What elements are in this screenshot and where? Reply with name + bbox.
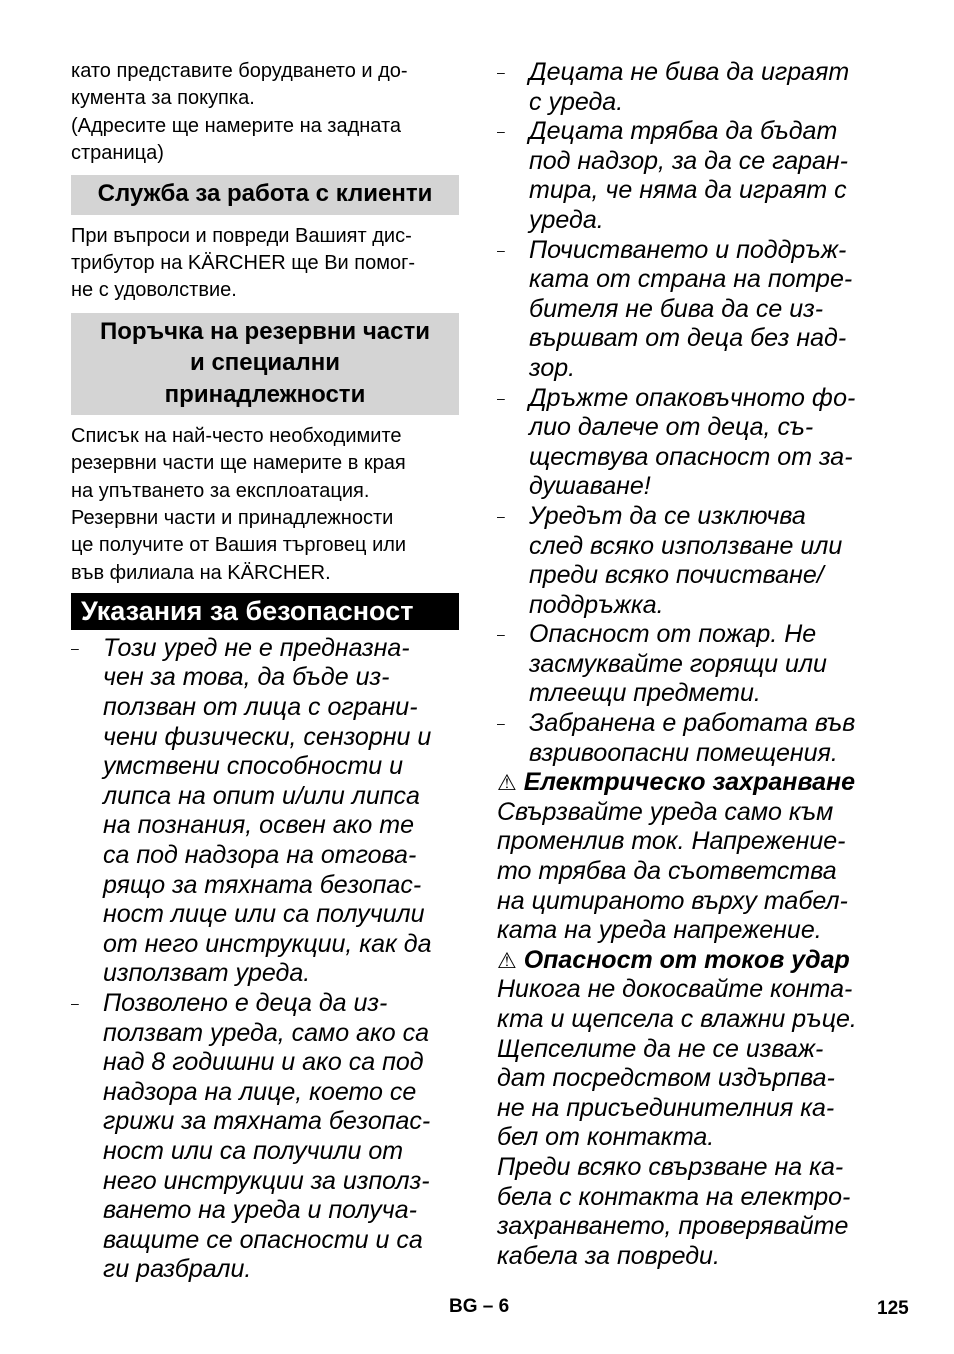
text-line: бителя не бива да се из- bbox=[529, 294, 824, 323]
text-line: кумента за покупка. bbox=[71, 87, 255, 110]
intro-paragraph bbox=[71, 58, 459, 167]
text-line: принадлежности bbox=[164, 380, 366, 408]
text-line: на цитираното върху табел- bbox=[497, 886, 848, 915]
text-line: Почистването и поддръж- bbox=[529, 235, 847, 264]
text-line: след всяко използване или bbox=[529, 531, 843, 560]
text-line: са под надзора на отгова- bbox=[103, 841, 417, 870]
text-line: Децата не бива да играят bbox=[529, 58, 850, 86]
text-line: бел от контакта. bbox=[497, 1123, 715, 1152]
text-line: използват уреда. bbox=[103, 959, 311, 988]
text-line: бела с контакта на електро- bbox=[497, 1182, 851, 1211]
text-line: преди всяко почистване/ bbox=[529, 561, 824, 590]
text-line: умствени способности и bbox=[103, 752, 404, 781]
text-line: не с удоволствие. bbox=[71, 279, 237, 302]
text-line: ката от страна на потре- bbox=[529, 265, 853, 294]
list-item bbox=[497, 502, 897, 620]
text-line: променлив ток. Напрежение- bbox=[497, 827, 846, 856]
text-line: ги разбрали. bbox=[103, 1255, 252, 1284]
text-line: Поръчка на резервни части bbox=[100, 317, 430, 345]
text-line: душаване! bbox=[529, 472, 651, 501]
text-line: Позволено е деца да из- bbox=[103, 988, 388, 1017]
list-item bbox=[71, 634, 459, 989]
dash-bullet: – bbox=[497, 241, 505, 258]
text-line: Дръжте опаковъчното фо- bbox=[529, 383, 856, 412]
text-line: като представите борудването и до- bbox=[71, 60, 408, 82]
text-line: във филиала на KÄRCHER. bbox=[71, 561, 331, 584]
text-line: (Адресите ще намерите на задната bbox=[71, 114, 402, 137]
service-heading: Служба за работа с клиенти bbox=[71, 175, 459, 215]
text-line: не на присъединителния ка- bbox=[497, 1093, 835, 1122]
text-line: Децата трябва да бъдат bbox=[529, 117, 838, 146]
text-line: ката на уреда напрежение. bbox=[497, 916, 822, 945]
text-line: липса на опит и/или липса bbox=[103, 781, 420, 810]
text-line: грижи за тяхната безопас- bbox=[103, 1107, 431, 1136]
text-line: Уредът да се изключва bbox=[529, 501, 806, 530]
dash-bullet: – bbox=[497, 389, 505, 406]
text-line: це получите от Вашия търговец или bbox=[71, 534, 407, 557]
text-line: тира, че няма да играят с bbox=[529, 176, 847, 205]
text-line: на познания, освен ако те bbox=[103, 811, 414, 840]
text-line: то трябва да съответства bbox=[497, 857, 837, 886]
list-item bbox=[71, 989, 459, 1285]
text-line: ващите се опасности и са bbox=[103, 1225, 423, 1254]
text-line: рящо за тяхната безопас- bbox=[103, 870, 422, 899]
text-line: Този уред не е предназна- bbox=[103, 633, 410, 662]
text-line: на упътването за експлоатация. bbox=[71, 479, 370, 502]
text-line: захранването, проверявайте bbox=[497, 1212, 849, 1241]
text-line: чен за това, да бъде из- bbox=[103, 663, 390, 692]
text-line: лио далече от деца, съ- bbox=[529, 413, 814, 442]
safety-heading: Указания за безопасност bbox=[71, 593, 459, 630]
list-item bbox=[497, 117, 897, 235]
footer-language-page: BG – 6 bbox=[449, 1296, 510, 1317]
shock-heading bbox=[497, 946, 897, 976]
text-line: дат посредством издърпва- bbox=[497, 1064, 835, 1093]
list-item bbox=[497, 58, 897, 117]
text-line: от него инструкции, как да bbox=[103, 929, 432, 958]
text-line: Преди всяко свързване на ка- bbox=[497, 1152, 844, 1181]
text-line: резервни части ще намерите в края bbox=[71, 452, 406, 475]
text-line: кабела за повреди. bbox=[497, 1241, 720, 1270]
text-line: него инструкции за използ- bbox=[103, 1166, 430, 1195]
text-line: ването на уреда и получа- bbox=[103, 1196, 417, 1225]
list-item bbox=[497, 620, 897, 709]
text-line: Щепселите да не се изваж- bbox=[497, 1034, 824, 1063]
list-item bbox=[497, 384, 897, 502]
text-line: под надзор, за да се гаран- bbox=[529, 146, 848, 175]
text-line: Никога не докосвайте конта- bbox=[497, 975, 853, 1004]
dash-bullet: – bbox=[71, 639, 79, 656]
page-number: 125 bbox=[877, 1298, 909, 1319]
text-line: зор. bbox=[529, 353, 576, 382]
text-line: взривоопасни помещения. bbox=[529, 738, 838, 767]
list-item bbox=[497, 709, 897, 768]
dash-bullet: – bbox=[497, 507, 505, 524]
text-line: ползват уреда, само ако са bbox=[103, 1018, 430, 1047]
spare-parts-paragraph bbox=[71, 423, 459, 587]
text-line: Свързвайте уреда само към bbox=[497, 797, 834, 826]
electrical-heading bbox=[497, 768, 897, 798]
warning-icon: ⚠ bbox=[497, 947, 517, 973]
text-line: Опасност от пожар. Не bbox=[529, 620, 817, 649]
right-column bbox=[497, 58, 897, 1271]
text-line: и специални bbox=[190, 349, 340, 377]
shock-paragraph bbox=[497, 975, 897, 1271]
left-column bbox=[71, 58, 459, 1285]
safety-list bbox=[71, 634, 459, 1285]
dash-bullet: – bbox=[71, 994, 79, 1011]
service-paragraph bbox=[71, 223, 459, 305]
electrical-paragraph bbox=[497, 798, 897, 946]
text-line: ществува опасност от за- bbox=[529, 442, 853, 471]
text-line: чени физически, сензорни и bbox=[103, 722, 432, 751]
dash-bullet: – bbox=[497, 715, 505, 732]
text-line: При въпроси и повреди Вашият дис- bbox=[71, 224, 412, 247]
text-line: над 8 годишни и ако са под bbox=[103, 1048, 424, 1077]
text-line: Списък на най-често необходимите bbox=[71, 425, 402, 448]
list-item bbox=[497, 236, 897, 384]
text-line: трибутор на KÄRCHER ще Ви помог- bbox=[71, 251, 416, 274]
text-line: уреда. bbox=[529, 205, 604, 234]
electrical-title: Електрическо захранване bbox=[523, 768, 856, 797]
text-line: надзора на лице, което се bbox=[103, 1077, 417, 1106]
text-line: поддръжка. bbox=[529, 590, 664, 619]
text-line: ползван от лица с ограни- bbox=[103, 693, 418, 722]
dash-bullet: – bbox=[497, 123, 505, 140]
text-line: тлеещи предмети. bbox=[529, 679, 761, 708]
text-line: ност лице или са получили bbox=[103, 900, 425, 929]
shock-title: Опасност от токов удар bbox=[523, 945, 850, 974]
text-line: кта и щепсела с влажни ръце. bbox=[497, 1005, 857, 1033]
text-line: с уреда. bbox=[529, 87, 624, 116]
text-line: страница) bbox=[71, 141, 164, 164]
spare-parts-heading bbox=[71, 313, 459, 416]
dash-bullet: – bbox=[497, 626, 505, 643]
text-line: засмуквайте горящи или bbox=[529, 649, 827, 678]
text-line: ност или са получили от bbox=[103, 1136, 404, 1165]
dash-bullet: – bbox=[497, 64, 505, 80]
warning-icon: ⚠ bbox=[497, 770, 517, 796]
text-line: вършват от деца без над- bbox=[529, 324, 847, 353]
text-line: Резервни части и принадлежности bbox=[71, 506, 394, 529]
safety-list-continued bbox=[497, 58, 897, 768]
text-line: Забранена е работата във bbox=[529, 709, 856, 738]
